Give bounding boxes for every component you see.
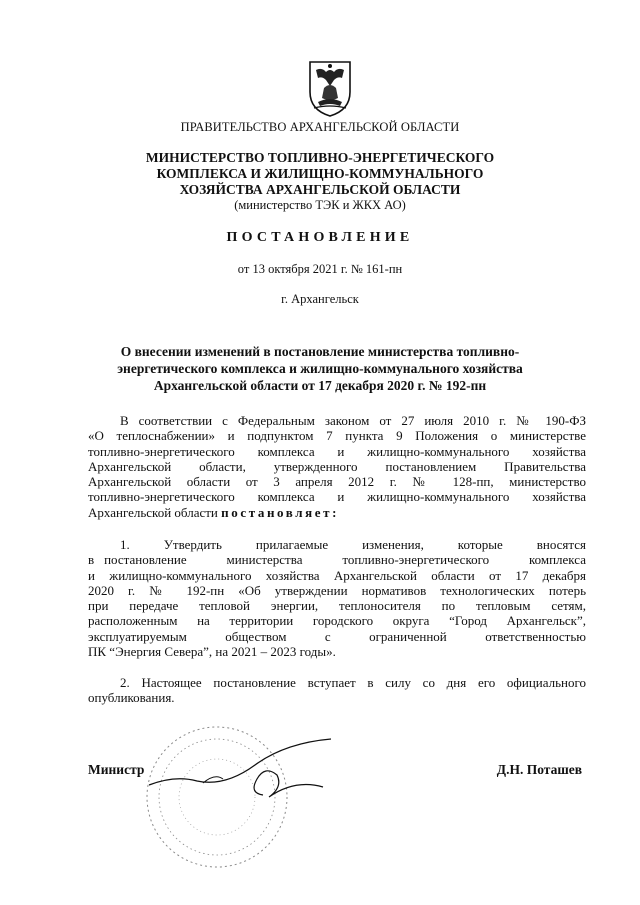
item-2-paragraph	[88, 675, 586, 706]
paragraph-line: «О теплоснабжении» и подпунктом 7 пункта 9 Положения о министерстве	[88, 428, 586, 444]
ministry-name-line: КОМПЛЕКСА И ЖИЛИЩНО-КОММУНАЛЬНОГО	[156, 166, 484, 181]
ministry-name-line: ХОЗЯЙСТВА АРХАНГЕЛЬСКОЙ ОБЛАСТИ	[179, 182, 461, 197]
paragraph-line: эксплуатируемым обществом с ограниченной ответственностью	[88, 628, 586, 644]
signer-name: Д.Н. Поташев	[496, 762, 582, 777]
resolution-keyword: постановляет	[221, 504, 333, 520]
paragraph-text: :	[332, 504, 337, 520]
paragraph-line: топливно-энергетического комплекса и жилищно-коммунального хозяйства	[88, 489, 586, 505]
paragraph-line: ПК “Энергия Севера”, на 2021 – 2023 годы».	[88, 644, 336, 660]
government-name: ПРАВИТЕЛЬСТВО АРХАНГЕЛЬСКОЙ ОБЛАСТИ	[180, 120, 460, 134]
paragraph-line: 2. Настоящее постановление вступает в силу со дня его официального	[120, 675, 586, 690]
document-type: ПОСТАНОВЛЕНИЕ	[226, 230, 414, 245]
document-subject	[0, 343, 640, 394]
subject-line: О внесении изменений в постановление министерства топливно-	[120, 344, 520, 359]
document-date-number: от 13 октября 2021 г. № 161-пн	[237, 262, 403, 276]
ministry-short-name: (министерство ТЭК и ЖКХ АО)	[234, 198, 406, 212]
paragraph-line: В соответствии с Федеральным законом от 27 июля 2010 г. № 190-ФЗ	[120, 413, 586, 428]
preamble-paragraph	[88, 413, 586, 520]
paragraph-line	[88, 505, 586, 520]
paragraph-text: Архангельской области	[88, 504, 222, 520]
document-city: г. Архангельск	[281, 292, 359, 306]
paragraph-line: 1. Утвердить прилагаемые изменения, которые вносятся	[120, 537, 586, 552]
paragraph-line: в постановление министерства топливно-энергетического комплекса	[88, 552, 586, 568]
paragraph-line: Архангельской области от 3 апреля 2012 г. № 128-пп, министерство	[88, 474, 586, 490]
subject-line: энергетического комплекса и жилищно-коммунального хозяйства	[117, 361, 523, 376]
handwritten-signature-icon	[145, 735, 345, 815]
ministry-name	[0, 150, 640, 198]
subject-line: Архангельской области от 17 декабря 2020 г. № 192-пн	[153, 378, 487, 393]
paragraph-line: 2020 г. № 192-пн «Об утверждении нормативов технологических потерь	[88, 582, 586, 598]
paragraph-line: при передаче тепловой энергии, теплоносителя по тепловым сетям,	[88, 598, 586, 614]
paragraph-line: топливно-энергетического комплекса и жилищно-коммунального хозяйства	[88, 443, 586, 459]
paragraph-line: опубликования.	[88, 690, 175, 706]
paragraph-line: Архангельской области, утвержденного постановлением Правительства	[88, 458, 586, 474]
paragraph-line: расположенным на территории городского округа “Город Архангельск”,	[88, 613, 586, 629]
signer-role: Министр	[88, 762, 145, 777]
paragraph-line: и жилищно-коммунального хозяйства Архангельской области от 17 декабря	[88, 567, 586, 583]
item-1-paragraph	[88, 537, 586, 659]
ministry-name-line: МИНИСТЕРСТВО ТОПЛИВНО-ЭНЕРГЕТИЧЕСКОГО	[145, 150, 495, 165]
coat-of-arms-icon	[304, 58, 356, 118]
